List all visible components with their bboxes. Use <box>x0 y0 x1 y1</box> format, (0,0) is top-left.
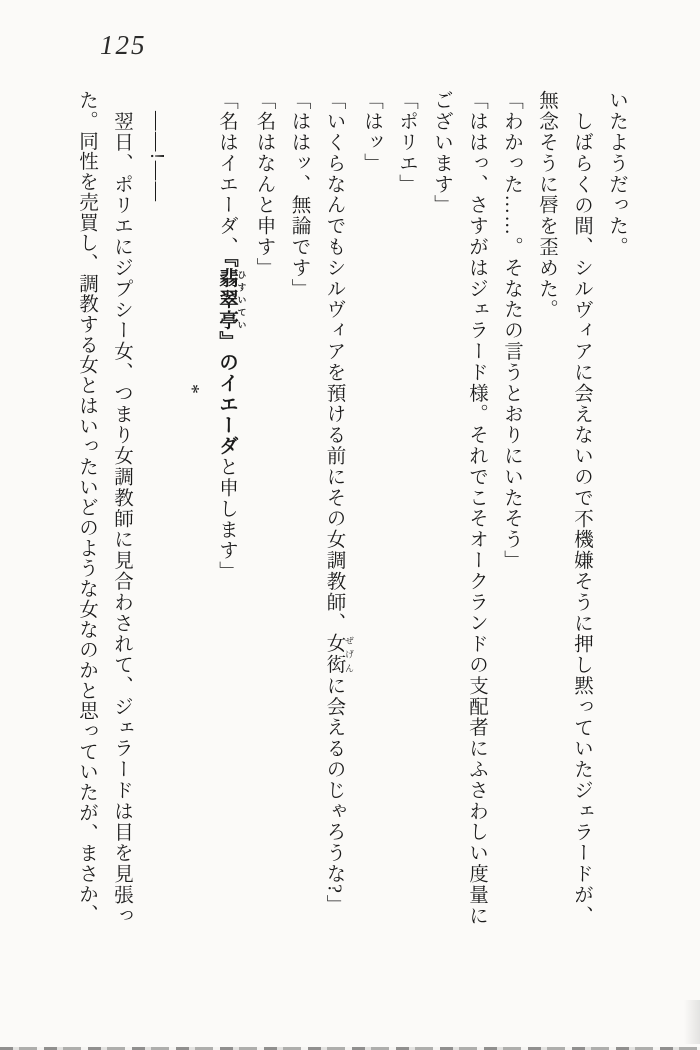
dialogue-line <box>209 90 247 928</box>
text-run: 「はッ」 <box>361 90 382 174</box>
text-run: に会えるのじゃろうな?」 <box>323 675 345 916</box>
ruby-annotated: 女衒 ぜげん <box>323 633 354 676</box>
text-run: 「ははっ、さすがはジェラード様。それでこそオークランドの支配者にふさわしい度量に <box>466 90 487 926</box>
dialogue-line <box>389 90 424 928</box>
text-run: 「ははッ、無論です」 <box>288 90 310 299</box>
dialogue-line <box>247 90 282 928</box>
text-run: いたようだった。 <box>606 90 627 258</box>
narration-line <box>529 90 564 928</box>
text-run: 「わかった……。そなたの言うとおりにいたそう」 <box>501 90 522 571</box>
furigana: ぜげん <box>344 633 354 676</box>
text-run: と申します」 <box>216 456 237 582</box>
text-run: 「名はなんと申す」 <box>253 90 275 279</box>
text-run: 「名はイエーダ、 <box>216 90 237 258</box>
text-run: ございます」 <box>431 90 452 216</box>
text-run: しばらくの間、シルヴィアに会えないので不機嫌そうに押し黙っていたジェラードが、 <box>571 110 592 926</box>
dialogue-line <box>459 90 494 928</box>
text-run: 「いくらなんでもシルヴィアを預ける前にその女調教師、 <box>323 90 345 634</box>
narration-line <box>139 90 174 928</box>
emphasis-bold: 『 <box>216 257 237 269</box>
narration-line <box>564 90 599 928</box>
scan-corner-smudge <box>684 1000 700 1044</box>
text-run: た。同性を売買し、調教する女とはいったいどのような女なのかと思っていたが、まさか、 <box>76 90 97 925</box>
dialogue-line <box>424 90 459 928</box>
text-run: * <box>181 384 202 394</box>
text-run: 翌日、ポリエにジプシー女、つまり女調教師に見合わされて、ジェラードは目を見張っ <box>111 110 132 926</box>
dialogue-line <box>282 90 317 928</box>
section-break <box>174 90 209 928</box>
text-run: ――!―― <box>146 110 167 203</box>
dialogue-line <box>317 90 355 928</box>
text-run: 無念そうに唇を歪めた。 <box>536 90 557 320</box>
dialogue-line <box>354 90 389 928</box>
page-number: 125 <box>100 30 147 60</box>
emphasis-bold: 』のイエーダ <box>216 331 237 457</box>
ruby-annotated: 翡翠亭 ひすいてい <box>216 268 247 332</box>
narration-line <box>104 90 139 928</box>
narration-line <box>69 90 104 928</box>
text-block <box>69 90 634 928</box>
dialogue-line <box>494 90 529 928</box>
narration-line <box>599 90 634 928</box>
text-run: 「ポリエ」 <box>396 90 417 195</box>
furigana: ひすいてい <box>236 268 247 332</box>
